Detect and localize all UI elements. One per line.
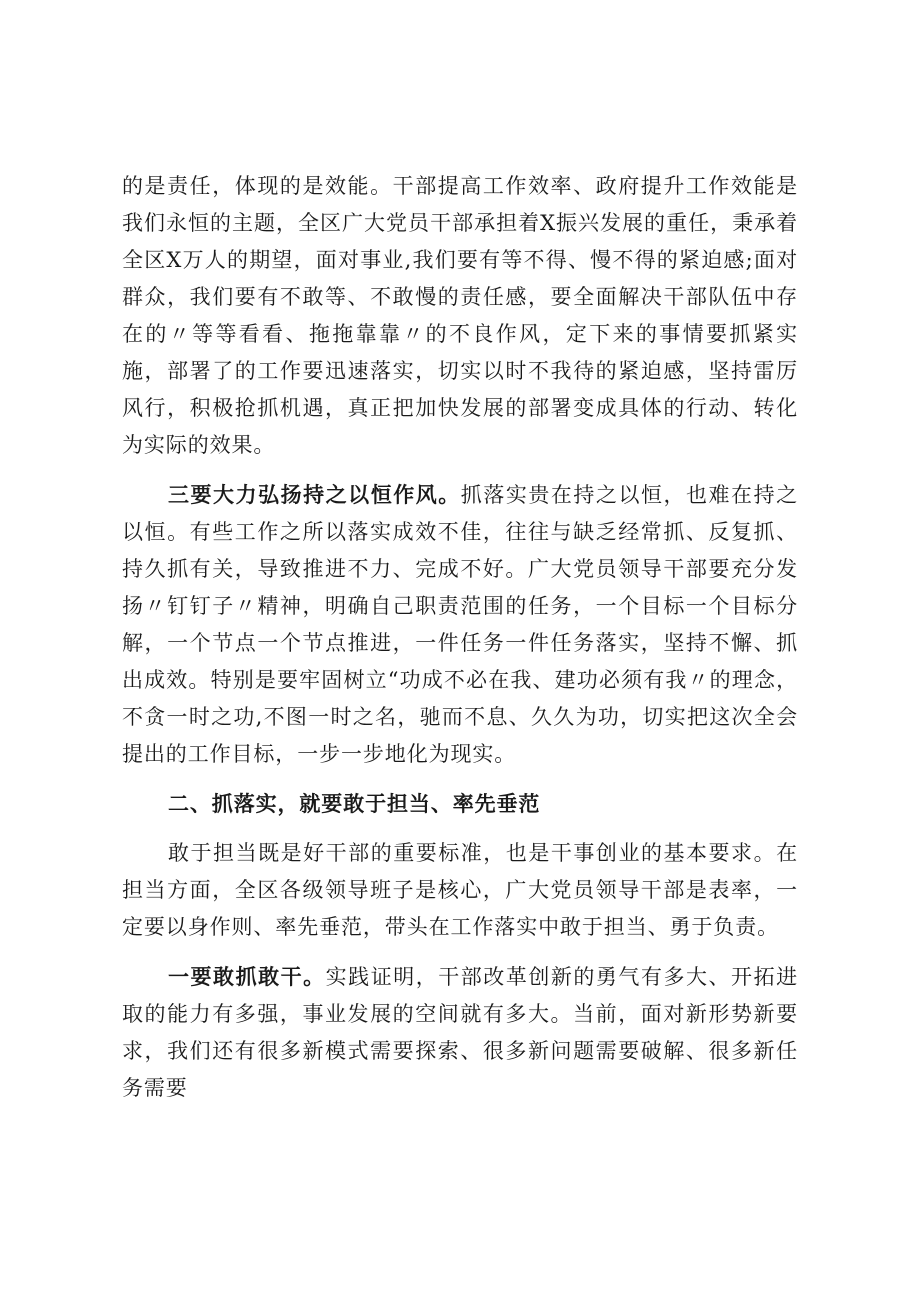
paragraph-lead-heading: 三要大力弘扬持之以恒作风。 — [168, 482, 461, 507]
paragraph-lead-heading: 一要敢抓敢干。 — [168, 964, 326, 989]
paragraph-text: 抓落实贵在持之以恒，也难在持之以恒。有些工作之所以落实成效不佳，往往与缺乏经常抓、反复抓、持久抓有关，导致推进不力、完成不好。广大党员领导干部要充分发扬〃钉钉子〃精神，明确自己职责范围的任务，一个目标一个目标分解，一个节点一个节点推进，一件任务一件任务落实，坚持不懈、抓出成效。特别是要牢固树立“功成不必在我、建功必须有我〃的理念，不贪一时之功,不图一时之名，驰而不息、久久为功，切实把这次全会提出的工作目标，一步一步地化为现实。 — [122, 483, 799, 766]
document-body — [122, 168, 798, 1119]
paragraph-responsibility — [122, 835, 798, 946]
paragraph-text: 的是责任，体现的是效能。干部提高工作效率、政府提升工作效能是我们永恒的主题，全区广大党员干部承担着X振兴发展的重任，秉承着全区X万人的期望，面对事业,我们要有等不得、慢不得的紧迫感;面对群众，我们要有不敢等、不敢慢的责任感，要全面解决干部队伍中存在的〃等等看看、拖拖靠靠〃的不良作风，定下来的事情要抓紧实施，部署了的工作要迅速落实，切实以时不我待的紧迫感，坚持雷厉风行，积极抢抓机遇，真正把加快发展的部署变成具体的行动、转化为实际的效果。 — [122, 174, 798, 457]
paragraph-text: 实践证明，干部改革创新的勇气有多大、开拓进取的能力有多强，事业发展的空间就有多大。当前，面对新形势新要求，我们还有很多新模式需要探索、很多新问题需要破解、很多新任务需要 — [122, 965, 798, 1100]
paragraph-persistence — [122, 476, 798, 773]
section-heading — [122, 785, 798, 823]
paragraph-dare-to-act — [122, 958, 798, 1107]
section-heading-text: 二、抓落实，就要敢于担当、率先垂范 — [168, 791, 541, 816]
paragraph-continuation — [122, 168, 798, 464]
paragraph-text: 敢于担当既是好干部的重要标准，也是干事创业的基本要求。在担当方面，全区各级领导班子是核心，广大党员领导干部是表率，一定要以身作则、率先垂范，带头在工作落实中敢于担当、勇于负责。 — [122, 841, 798, 939]
